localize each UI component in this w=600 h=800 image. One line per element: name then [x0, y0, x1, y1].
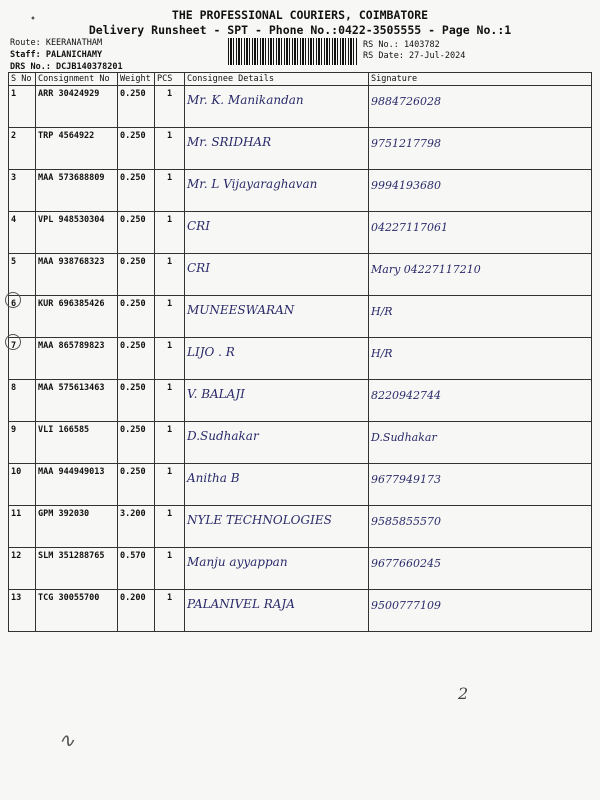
row-weight: 0.250 [118, 296, 155, 338]
handwritten-signature: H/R [371, 305, 393, 318]
row-consignment-no: ARR 30424929 [36, 86, 118, 128]
handwritten-consignee: V. BALAJI [187, 387, 245, 401]
table-row [9, 212, 592, 254]
row-weight: 0.250 [118, 464, 155, 506]
handwritten-signature: D.Sudhakar [371, 431, 437, 444]
handwritten-signature: 8220942744 [371, 389, 441, 402]
row-consignee [185, 170, 369, 212]
row-sno: 10 [9, 464, 36, 506]
row-pcs: 1 [155, 422, 185, 464]
handwritten-consignee: LIJO . R [187, 345, 235, 359]
row-consignment-no: KUR 696385426 [36, 296, 118, 338]
row-sno: 6 [9, 296, 36, 338]
table-row [9, 590, 592, 632]
row-weight: 0.250 [118, 128, 155, 170]
handwritten-consignee: Manju ayyappan [187, 555, 288, 569]
handwritten-signature: 9585855570 [371, 515, 441, 528]
rs-number: RS No.: 1403782 [363, 40, 440, 50]
row-consignee [185, 590, 369, 632]
col-consignment: Consignment No [36, 73, 118, 86]
handwritten-consignee: CRI [187, 219, 210, 233]
row-consignment-no: SLM 351288765 [36, 548, 118, 590]
barcode [228, 38, 358, 65]
row-consignment-no: MAA 573688809 [36, 170, 118, 212]
row-pcs: 1 [155, 170, 185, 212]
handwritten-signature: 9751217798 [371, 137, 441, 150]
row-sno: 4 [9, 212, 36, 254]
runsheet-table [8, 72, 592, 632]
handwritten-signature: 9884726028 [371, 95, 441, 108]
route-label: Route: KEERANATHAM [10, 38, 103, 48]
handwritten-page-mark: 2 [458, 684, 469, 703]
row-consignee [185, 86, 369, 128]
row-consignee [185, 548, 369, 590]
row-weight: 0.250 [118, 170, 155, 212]
row-consignee [185, 506, 369, 548]
row-signature [369, 170, 592, 212]
row-signature [369, 380, 592, 422]
dot-mark: • [30, 14, 36, 25]
handwritten-signature: Mary 04227117210 [371, 263, 481, 276]
row-signature [369, 296, 592, 338]
row-consignee [185, 380, 369, 422]
row-consignment-no: TRP 4564922 [36, 128, 118, 170]
row-weight: 0.250 [118, 380, 155, 422]
handwritten-consignee: NYLE TECHNOLOGIES [187, 513, 332, 527]
col-weight: Weight [118, 73, 155, 86]
row-sno: 9 [9, 422, 36, 464]
row-consignment-no: MAA 865789823 [36, 338, 118, 380]
table-row [9, 170, 592, 212]
row-consignment-no: MAA 944949013 [36, 464, 118, 506]
row-sno: 11 [9, 506, 36, 548]
row-signature [369, 590, 592, 632]
row-pcs: 1 [155, 254, 185, 296]
row-sno: 13 [9, 590, 36, 632]
company-title: THE PROFESSIONAL COURIERS, COIMBATORE [171, 8, 429, 22]
row-consignee [185, 254, 369, 296]
row-consignee [185, 422, 369, 464]
row-pcs: 1 [155, 590, 185, 632]
handwritten-consignee: Mr. L Vijayaraghavan [187, 177, 318, 191]
row-pcs: 1 [155, 380, 185, 422]
row-pcs: 1 [155, 86, 185, 128]
row-signature [369, 548, 592, 590]
row-consignment-no: TCG 30055700 [36, 590, 118, 632]
staff-label: Staff: PALANICHAMY [10, 50, 103, 60]
row-consignee [185, 212, 369, 254]
row-weight: 0.250 [118, 212, 155, 254]
table-header-row [9, 73, 592, 86]
table-row [9, 422, 592, 464]
drs-number: DRS No.: DCJB140378201 [10, 62, 123, 72]
table-row [9, 338, 592, 380]
handwritten-signature: 9500777109 [371, 599, 441, 612]
handwritten-consignee: Mr. SRIDHAR [187, 135, 272, 149]
row-pcs: 1 [155, 212, 185, 254]
circle-mark [5, 292, 21, 308]
handwritten-signature: 9994193680 [371, 179, 441, 192]
row-signature [369, 128, 592, 170]
row-sno: 8 [9, 380, 36, 422]
row-pcs: 1 [155, 506, 185, 548]
row-sno: 7 [9, 338, 36, 380]
row-consignee [185, 128, 369, 170]
row-signature [369, 254, 592, 296]
row-consignment-no: MAA 575613463 [36, 380, 118, 422]
col-pcs: PCS [155, 73, 185, 86]
row-consignment-no: VLI 166585 [36, 422, 118, 464]
row-pcs: 1 [155, 548, 185, 590]
table-row [9, 464, 592, 506]
handwritten-consignee: MUNEESWARAN [187, 303, 295, 317]
scribble-mark: ∿ [58, 728, 75, 752]
row-pcs: 1 [155, 464, 185, 506]
row-weight: 0.570 [118, 548, 155, 590]
handwritten-consignee: PALANIVEL RAJA [187, 597, 295, 611]
circle-mark [5, 334, 21, 350]
row-weight: 3.200 [118, 506, 155, 548]
table-row [9, 296, 592, 338]
row-signature [369, 464, 592, 506]
row-signature [369, 422, 592, 464]
rs-date: RS Date: 27-Jul-2024 [363, 51, 466, 61]
row-pcs: 1 [155, 338, 185, 380]
row-consignment-no: VPL 948530304 [36, 212, 118, 254]
row-signature [369, 86, 592, 128]
handwritten-consignee: CRI [187, 261, 210, 275]
handwritten-consignee: Mr. K. Manikandan [187, 93, 304, 107]
col-signature: Signature [369, 73, 592, 86]
row-signature [369, 212, 592, 254]
row-consignee [185, 338, 369, 380]
row-sno: 5 [9, 254, 36, 296]
col-consignee: Consignee Details [185, 73, 369, 86]
table-row [9, 128, 592, 170]
runsheet-title: Delivery Runsheet - SPT - Phone No.:0422-3505555 - Page No.:1 [88, 23, 512, 37]
row-consignment-no: GPM 392030 [36, 506, 118, 548]
row-weight: 0.250 [118, 86, 155, 128]
row-sno: 2 [9, 128, 36, 170]
table-row [9, 380, 592, 422]
table-row [9, 86, 592, 128]
handwritten-signature: 9677949173 [371, 473, 441, 486]
handwritten-consignee: D.Sudhakar [187, 429, 259, 443]
row-consignee [185, 296, 369, 338]
row-consignment-no: MAA 938768323 [36, 254, 118, 296]
row-pcs: 1 [155, 128, 185, 170]
row-sno: 3 [9, 170, 36, 212]
table-row [9, 506, 592, 548]
row-pcs: 1 [155, 296, 185, 338]
handwritten-consignee: Anitha B [187, 471, 240, 485]
handwritten-signature: 9677660245 [371, 557, 441, 570]
table-row [9, 548, 592, 590]
row-weight: 0.250 [118, 338, 155, 380]
row-weight: 0.200 [118, 590, 155, 632]
row-consignee [185, 464, 369, 506]
col-sno: S No [9, 73, 36, 86]
row-weight: 0.250 [118, 254, 155, 296]
row-sno: 1 [9, 86, 36, 128]
handwritten-signature: H/R [371, 347, 393, 360]
row-sno: 12 [9, 548, 36, 590]
row-signature [369, 338, 592, 380]
row-weight: 0.250 [118, 422, 155, 464]
row-signature [369, 506, 592, 548]
table-row [9, 254, 592, 296]
handwritten-signature: 04227117061 [371, 221, 448, 234]
